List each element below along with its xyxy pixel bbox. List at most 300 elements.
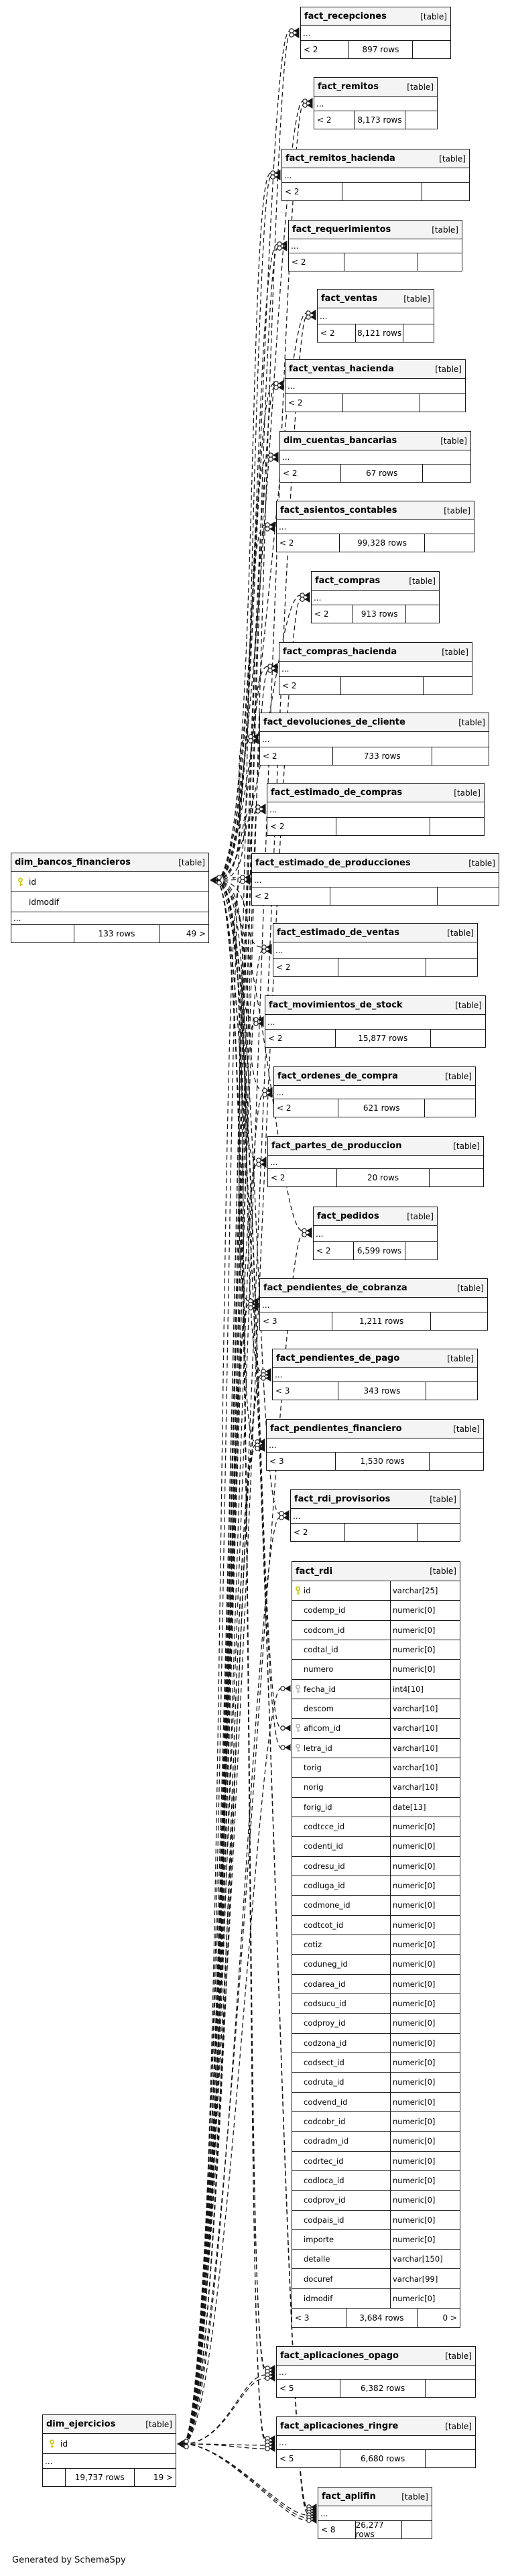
zero-or-many-circle <box>307 2518 311 2522</box>
zero-or-many-circle <box>300 597 304 601</box>
column-name: codpais_id <box>304 2215 344 2225</box>
table-name: dim_ejercicios <box>46 2419 116 2429</box>
table-node-fact_remitos[interactable] <box>314 77 438 129</box>
columns-ellipsis: ... <box>289 239 462 253</box>
table-name: fact_pedidos <box>317 1211 379 1221</box>
columns-ellipsis: ... <box>11 912 208 925</box>
column-type: numeric[0] <box>390 2132 460 2150</box>
footer-incoming-count: < 3 <box>295 2313 310 2323</box>
table-type-tag: [table] <box>445 2351 472 2361</box>
zero-or-many-circle <box>290 33 294 37</box>
column-type: numeric[0] <box>390 2171 460 2190</box>
table-node-fact_remitos_hacienda[interactable] <box>281 149 470 201</box>
footer-outgoing-count <box>431 1312 487 1330</box>
columns-ellipsis: ... <box>273 942 477 959</box>
table-node-fact_ventas_hacienda[interactable] <box>285 359 466 412</box>
crow-foot-arrow <box>285 1744 291 1751</box>
column-row-codruta_id <box>292 2073 460 2092</box>
columns-ellipsis: ... <box>277 520 474 534</box>
table-type-tag: [table] <box>407 82 434 92</box>
footer-incoming-count: < 2 <box>314 609 329 619</box>
table-name: fact_recepciones <box>304 11 387 21</box>
table-footer <box>318 2521 432 2538</box>
table-type-tag: [table] <box>468 858 495 868</box>
table-header <box>289 221 462 239</box>
footer-outgoing-count <box>438 887 499 905</box>
footer-incoming-count: < 2 <box>285 187 300 196</box>
column-type: numeric[0] <box>390 2211 460 2229</box>
column-type: numeric[0] <box>390 1896 460 1914</box>
zero-or-many-circle <box>269 457 273 461</box>
column-name: codtal_id <box>304 1645 338 1655</box>
column-type: numeric[0] <box>390 1975 460 1994</box>
column-row-codenti_id <box>292 1837 460 1856</box>
column-name: codluga_id <box>304 1881 345 1891</box>
table-node-fact_compras_hacienda[interactable] <box>279 642 472 695</box>
columns-ellipsis: ... <box>277 2366 475 2380</box>
column-name: importe <box>304 2234 334 2244</box>
column-type: numeric[0] <box>390 1621 460 1640</box>
zero-or-many-circle <box>249 1306 253 1310</box>
columns-ellipsis: ... <box>268 1156 483 1169</box>
footer-outgoing-count <box>418 1524 460 1541</box>
table-name: fact_compras <box>315 576 381 586</box>
table-header <box>277 2347 475 2366</box>
footer-outgoing-count <box>430 1453 483 1470</box>
table-node-fact_estimado_de_compras[interactable] <box>267 783 485 836</box>
footer-incoming-count: < 2 <box>292 257 306 267</box>
column-name: codruta_id <box>304 2077 344 2087</box>
column-row-importe <box>292 2230 460 2250</box>
footer-incoming-count: < 3 <box>275 1386 290 1396</box>
table-node-fact_rdi_provisorios[interactable] <box>290 1489 460 1542</box>
table-footer <box>280 465 470 482</box>
column-row-id <box>43 2434 176 2454</box>
footer-row-count <box>342 183 423 200</box>
footer-row-count <box>340 677 424 694</box>
columns-ellipsis: ... <box>291 1509 460 1524</box>
column-type: varchar[99] <box>390 2269 460 2288</box>
index-key-icon <box>294 1723 302 1733</box>
footer-row-count: 621 rows <box>338 1099 425 1117</box>
column-row-codzona_id <box>292 2034 460 2053</box>
column-name: cotiz <box>304 1940 322 1950</box>
zero-or-many-circle <box>217 875 221 879</box>
footer-incoming-count: < 8 <box>321 2525 336 2534</box>
table-node-fact_requerimientos[interactable] <box>288 220 462 271</box>
table-type-tag: [table] <box>442 647 468 657</box>
table-name: fact_remitos_hacienda <box>285 154 395 164</box>
column-type: numeric[0] <box>390 2152 460 2170</box>
relationship-edge <box>183 1375 261 2444</box>
zero-or-many-circle <box>241 879 245 883</box>
table-header <box>318 290 434 308</box>
footer-incoming-count: < 2 <box>283 469 298 478</box>
footer-incoming-count: < 2 <box>263 751 277 761</box>
footer-row-count: 897 rows <box>348 41 412 58</box>
column-type: numeric[0] <box>390 2191 460 2209</box>
relationship-edge <box>183 529 265 2444</box>
column-type: numeric[0] <box>390 2112 460 2131</box>
column-row-detalle <box>292 2250 460 2269</box>
zero-or-many-circle <box>256 809 260 813</box>
relationship-edge <box>183 35 290 2444</box>
column-row-codloca_id <box>292 2171 460 2191</box>
table-node-fact_ordenes_de_compra[interactable] <box>273 1066 476 1117</box>
columns-ellipsis: ... <box>285 379 465 394</box>
zero-or-many-circle <box>265 527 269 531</box>
column-name: id <box>60 2439 68 2449</box>
footer-outgoing-count: 49 > <box>186 929 206 938</box>
table-type-tag: [table] <box>403 294 430 304</box>
column-row-letra_id <box>292 1739 460 1758</box>
column-row-fecha_id <box>292 1680 460 1699</box>
footer-outgoing-count <box>418 253 462 271</box>
table-node-fact_recepciones[interactable] <box>300 7 451 59</box>
relationship-edge <box>216 880 257 1160</box>
column-type: numeric[0] <box>390 2289 460 2308</box>
table-footer <box>265 1030 485 1047</box>
footer-incoming-count: < 2 <box>279 538 294 548</box>
zero-or-many-circle <box>257 1162 261 1166</box>
column-type: numeric[0] <box>390 1916 460 1935</box>
column-row-coduneg_id <box>292 1955 460 1974</box>
table-type-tag: [table] <box>453 1141 480 1151</box>
table-footer <box>279 677 472 694</box>
relationship-edge <box>216 666 268 880</box>
table-footer <box>314 1242 437 1260</box>
primary-key-icon <box>17 877 24 887</box>
columns-ellipsis: ... <box>312 591 439 605</box>
column-row-id <box>292 1581 460 1601</box>
relationship-edge <box>183 1378 261 2444</box>
columns-ellipsis: ... <box>252 873 499 887</box>
table-header <box>314 1207 437 1226</box>
footer-row-count: 343 rows <box>338 1382 426 1400</box>
table-node-fact_pendientes_de_pago[interactable] <box>272 1349 478 1400</box>
table-name: fact_partes_de_produccion <box>271 1141 402 1151</box>
table-node-fact_aplifin[interactable] <box>318 2487 432 2539</box>
zero-or-many-circle <box>255 1447 259 1451</box>
column-row-codradm_id <box>292 2132 460 2151</box>
table-header <box>252 854 499 873</box>
columns-ellipsis: ... <box>282 168 469 183</box>
footer-outgoing-count <box>430 1169 483 1186</box>
table-header <box>267 784 484 802</box>
table-node-fact_ventas[interactable] <box>317 289 434 343</box>
column-name: forig_id <box>304 1802 332 1812</box>
column-name: codemp_id <box>304 1605 346 1615</box>
columns-ellipsis: ... <box>301 26 450 41</box>
table-type-tag: [table] <box>439 154 466 164</box>
table-type-tag: [table] <box>435 364 462 374</box>
column-name: codsucu_id <box>304 1999 346 2009</box>
column-name: codarea_id <box>304 1979 346 1989</box>
footer-incoming-count: < 3 <box>269 1457 284 1466</box>
column-type: numeric[0] <box>390 1660 460 1678</box>
footer-outgoing-count <box>405 1242 437 1260</box>
table-type-tag: [table] <box>430 1567 456 1576</box>
table-footer <box>277 2380 475 2397</box>
columns-ellipsis: ... <box>260 1298 487 1312</box>
table-header <box>273 924 477 942</box>
table-node-fact_pendientes_financiero[interactable] <box>266 1419 484 1471</box>
column-name: letra_id <box>304 1743 332 1753</box>
table-footer <box>273 1382 477 1400</box>
columns-ellipsis: ... <box>314 97 437 111</box>
zero-or-many-circle <box>268 668 272 672</box>
column-row-codvend_id <box>292 2093 460 2112</box>
column-row-cotiz <box>292 1935 460 1955</box>
table-header <box>260 1279 487 1298</box>
column-name: codresu_id <box>304 1861 345 1871</box>
table-header <box>277 501 474 520</box>
columns-ellipsis: ... <box>318 308 434 324</box>
footer-incoming-count: < 2 <box>255 892 269 901</box>
table-footer <box>292 2309 460 2327</box>
footer-row-count: 3,684 rows <box>346 2309 418 2327</box>
column-name: numero <box>304 1664 334 1674</box>
footer-incoming-count: < 2 <box>316 1246 331 1255</box>
column-type: numeric[0] <box>390 1640 460 1659</box>
columns-ellipsis: ... <box>277 2436 475 2450</box>
table-name: fact_compras_hacienda <box>283 647 397 657</box>
column-row-descom <box>292 1699 460 1719</box>
footer-row-count: 8,121 rows <box>355 324 403 342</box>
table-node-fact_estimado_de_producciones[interactable] <box>251 853 499 906</box>
column-name: codprov_id <box>304 2195 346 2205</box>
table-node-fact_aplicaciones_ringre[interactable] <box>276 2416 476 2468</box>
footer-outgoing-count <box>431 1030 485 1047</box>
column-row-codsucu_id <box>292 1994 460 2014</box>
table-node-dim_bancos_financieros[interactable] <box>11 853 209 943</box>
table-node-fact_pedidos[interactable] <box>313 1207 438 1260</box>
table-node-dim_cuentas_bancarias[interactable] <box>279 431 471 483</box>
footer-outgoing-count <box>425 534 474 552</box>
index-key-icon <box>294 1743 302 1753</box>
footer-outgoing-count <box>426 2380 475 2397</box>
footer-row-count: 6,599 rows <box>353 1242 405 1260</box>
column-row-codtcce_id <box>292 1817 460 1837</box>
footer-row-count: 133 rows <box>74 925 159 942</box>
column-name: torig <box>304 1763 322 1773</box>
footer-incoming-count: < 2 <box>268 1034 283 1043</box>
column-type: varchar[10] <box>390 1739 460 1758</box>
table-node-fact_compras[interactable] <box>311 571 440 623</box>
footer-outgoing-count <box>426 1382 477 1400</box>
column-name: fecha_id <box>304 1684 336 1694</box>
table-name: fact_ventas_hacienda <box>289 364 394 374</box>
column-name: norig <box>304 1782 324 1792</box>
table-name: fact_estimado_de_ventas <box>277 928 400 938</box>
column-name: id <box>29 877 36 887</box>
table-type-tag: [table] <box>409 576 436 586</box>
column-type: numeric[0] <box>390 2093 460 2111</box>
footer-row-count <box>330 887 438 905</box>
index-key-icon <box>294 1684 302 1694</box>
table-type-tag: [table] <box>447 1353 474 1363</box>
table-type-tag: [table] <box>432 225 458 235</box>
table-name: fact_estimado_de_compras <box>271 788 403 798</box>
footer-row-count: 1,211 rows <box>332 1312 431 1330</box>
table-name: fact_aplicaciones_opago <box>280 2351 399 2361</box>
primary-key-icon <box>294 1586 302 1595</box>
table-node-fact_estimado_de_ventas[interactable] <box>273 923 478 977</box>
footer-row-count <box>344 1524 417 1541</box>
table-name: fact_pendientes_de_pago <box>276 1353 400 1363</box>
zero-or-many-circle <box>306 315 310 319</box>
column-name: coduneg_id <box>304 1959 348 1969</box>
table-footer <box>301 41 450 58</box>
zero-or-many-circle <box>302 1233 306 1237</box>
footer-row-count: 1,530 rows <box>335 1453 430 1470</box>
table-node-fact_pendientes_de_cobranza[interactable] <box>259 1278 488 1331</box>
relationship-edge <box>183 741 249 2444</box>
footer-incoming-count: < 2 <box>282 681 297 690</box>
columns-ellipsis: ... <box>274 1086 475 1099</box>
table-type-tag: [table] <box>420 11 447 21</box>
column-type: numeric[0] <box>390 2014 460 2032</box>
table-footer <box>274 1099 475 1117</box>
table-header <box>285 360 465 379</box>
zero-or-many-circle <box>281 1726 285 1730</box>
footer-row-count: 99,328 rows <box>339 534 424 552</box>
column-name: id <box>304 1586 311 1596</box>
footer-outgoing-count <box>432 747 489 765</box>
table-name: fact_ordenes_de_compra <box>277 1071 398 1081</box>
relationship-edge <box>216 737 249 880</box>
columns-ellipsis: ... <box>318 2506 432 2521</box>
column-name: codenti_id <box>304 1841 343 1851</box>
column-row-codresu_id <box>292 1857 460 1876</box>
table-header <box>267 1420 483 1438</box>
column-type: numeric[0] <box>390 2230 460 2249</box>
columns-ellipsis: ... <box>43 2454 176 2469</box>
zero-or-many-circle <box>249 739 253 743</box>
zero-or-many-circle <box>303 103 307 107</box>
table-type-tag: [table] <box>407 1211 434 1221</box>
column-row-numero <box>292 1660 460 1679</box>
zero-or-many-circle <box>277 246 281 250</box>
table-footer <box>11 925 208 942</box>
table-name: fact_remitos <box>318 82 379 92</box>
table-type-tag: [table] <box>447 928 474 938</box>
table-header <box>43 2415 176 2434</box>
relationship-edge <box>183 1235 302 2444</box>
zero-or-many-circle <box>184 2445 188 2449</box>
column-name: codradm_id <box>304 2136 349 2146</box>
table-node-fact_devoluciones_de_cliente[interactable] <box>259 713 489 765</box>
table-node-fact_movimientos_de_stock[interactable] <box>265 995 486 1048</box>
zero-or-many-circle <box>281 1745 285 1750</box>
table-type-tag: [table] <box>145 2419 172 2429</box>
table-footer <box>282 183 469 200</box>
footer-incoming-count: < 2 <box>317 115 332 125</box>
table-node-dim_ejercicios[interactable] <box>42 2414 176 2487</box>
footer-row-count: 19,737 rows <box>65 2469 135 2486</box>
footer-incoming-count: < 2 <box>288 398 303 408</box>
table-name: dim_cuentas_bancarias <box>283 436 397 446</box>
column-type: varchar[10] <box>390 1699 460 1718</box>
table-footer <box>267 818 484 835</box>
footer-outgoing-count <box>406 605 439 623</box>
table-node-fact_aplicaciones_opago[interactable] <box>276 2346 476 2398</box>
zero-or-many-circle <box>217 881 221 885</box>
column-type: numeric[0] <box>390 1994 460 2013</box>
table-footer <box>291 1524 460 1541</box>
column-type: varchar[10] <box>390 1778 460 1796</box>
footer-row-count: 6,680 rows <box>340 2450 426 2467</box>
column-type: numeric[0] <box>390 1817 460 1836</box>
column-row-codproy_id <box>292 2014 460 2033</box>
relationship-edge <box>183 1449 255 2444</box>
zero-or-many-circle <box>254 1022 258 1026</box>
table-name: fact_devoluciones_de_cliente <box>263 717 405 727</box>
table-footer <box>260 747 489 765</box>
footer-incoming-count: < 2 <box>270 822 285 831</box>
table-footer <box>318 324 434 342</box>
column-name: codsect_id <box>304 2058 344 2068</box>
zero-or-many-circle <box>263 1093 267 1097</box>
column-row-codmone_id <box>292 1896 460 1915</box>
table-type-tag: [table] <box>440 436 467 446</box>
table-type-tag: [table] <box>445 2421 472 2431</box>
footer-incoming-count: < 2 <box>271 1173 285 1182</box>
table-type-tag: [table] <box>454 788 481 798</box>
column-name: idmodif <box>304 2293 333 2303</box>
table-name: fact_pendientes_de_cobranza <box>263 1283 407 1293</box>
table-header <box>265 996 485 1015</box>
footer-outgoing-count <box>402 2521 432 2538</box>
column-name: codloca_id <box>304 2176 344 2185</box>
table-node-fact_rdi[interactable] <box>292 1561 460 2328</box>
footer-outgoing-count <box>424 677 472 694</box>
column-row-codpais_id <box>292 2211 460 2230</box>
column-name: descom <box>304 1704 334 1714</box>
footer-row-count: 15,877 rows <box>335 1030 431 1047</box>
table-type-tag: [table] <box>445 1071 472 1081</box>
relationship-edge <box>183 387 274 2444</box>
table-type-tag: [table] <box>430 1494 456 1504</box>
column-type: numeric[0] <box>390 1837 460 1855</box>
column-row-codluga_id <box>292 1876 460 1896</box>
footer-row-count <box>344 253 418 271</box>
table-header <box>314 78 437 97</box>
column-row-codtcot_id <box>292 1916 460 1935</box>
column-type: varchar[25] <box>390 1581 460 1600</box>
table-node-fact_partes_de_produccion[interactable] <box>267 1136 484 1187</box>
column-name: codtcot_id <box>304 1920 344 1930</box>
column-row-aficom_id <box>292 1719 460 1738</box>
table-header <box>291 1490 460 1509</box>
footer-row-count <box>336 818 430 835</box>
column-row-codsect_id <box>292 2053 460 2073</box>
source-arrow <box>177 2440 184 2448</box>
table-name: fact_ventas <box>321 294 378 304</box>
table-node-fact_asientos_contables[interactable] <box>276 501 474 552</box>
columns-ellipsis: ... <box>260 732 489 747</box>
columns-ellipsis: ... <box>273 1368 477 1382</box>
table-type-tag: [table] <box>444 505 470 515</box>
table-header <box>274 1067 475 1086</box>
table-type-tag: [table] <box>455 1000 482 1010</box>
footer-incoming-count: < 2 <box>320 328 335 338</box>
column-type: numeric[0] <box>390 1876 460 1895</box>
footer-incoming-count: < 2 <box>276 963 291 972</box>
table-name: fact_estimado_de_producciones <box>255 858 411 868</box>
footer-outgoing-count <box>430 818 484 835</box>
table-name: dim_bancos_financieros <box>15 857 131 867</box>
